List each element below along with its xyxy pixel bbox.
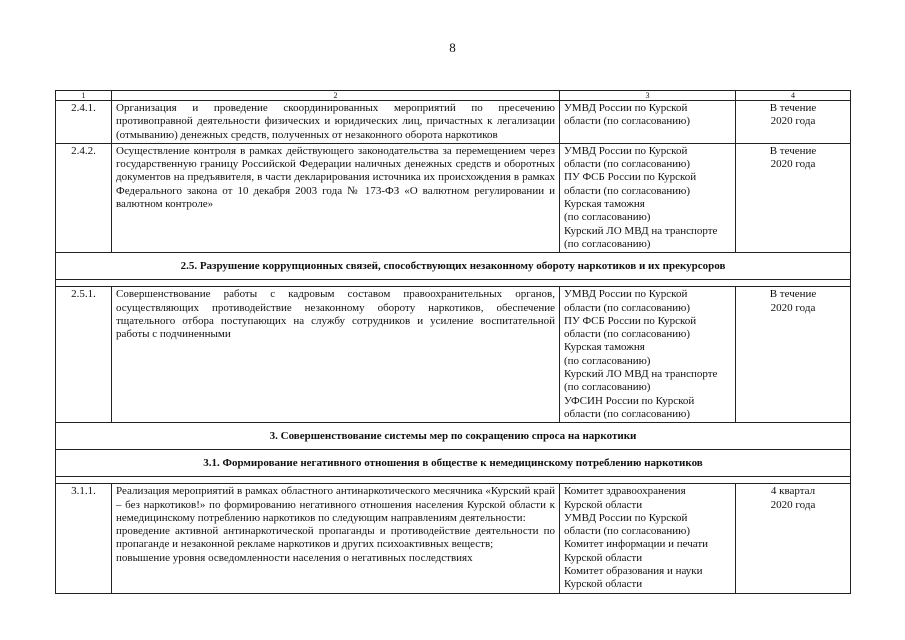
table-row xyxy=(56,287,851,423)
executor-line: УМВД России по Курской xyxy=(564,144,688,157)
executor-line: Курской области xyxy=(564,551,643,564)
term-line: 2020 года xyxy=(770,115,816,128)
executor-line: Курская таможня xyxy=(564,198,645,211)
item-number: 2.4.1. xyxy=(56,101,112,144)
term-line: 2020 года xyxy=(770,498,816,511)
executor-line: Курской области xyxy=(564,498,643,511)
activity-description xyxy=(112,101,560,144)
responsible-executors xyxy=(560,287,736,423)
executor-line: УМВД России по Курской xyxy=(564,102,688,114)
section-title: 3. Совершенствование системы мер по сокращению спроса на наркотики xyxy=(56,423,851,450)
execution-term xyxy=(736,101,851,144)
executor-line: Комитет информации и печати xyxy=(564,538,709,551)
column-number-row xyxy=(56,91,851,101)
activity-subitem: повышение уровня осведомленности населения о негативных последствиях xyxy=(116,551,473,564)
executor-line: ПУ ФСБ России по Курской xyxy=(564,171,697,184)
executor-line: Комитет образования и науки xyxy=(564,565,703,578)
item-number: 2.5.1. xyxy=(56,287,112,423)
executor-line: ПУ ФСБ России по Курской xyxy=(564,314,697,327)
term-line: В течение xyxy=(769,144,817,157)
activity-text: Осуществление контроля в рамках действующего законодательства за перемещением через государственную границу Российской Федерации наличных денежных средств и оборотных документов на предъявителя, в части декларирования источника их происхождения в рамках Федерального закона от 10 декабря 2003 года № 173-ФЗ «О валютном регулировании и валютном контроле» xyxy=(116,144,555,211)
executor-line: (по согласованию) xyxy=(564,354,651,367)
activity-text: Совершенствование работы с кадровым составом правоохранительных органов, осуществляющих противодействие незаконному обороту наркотиков, обеспечение тщательного отбора поступающих на службу сотрудников и усиление воспитательной работы с подчиненными xyxy=(116,288,555,341)
term-line: В течение xyxy=(769,288,817,301)
table-row xyxy=(56,143,851,252)
responsible-executors xyxy=(560,101,736,144)
spacer-row xyxy=(56,280,851,287)
executor-line: Курский ЛО МВД на транспорте xyxy=(564,368,718,381)
executor-line: (по согласованию) xyxy=(564,211,651,224)
execution-term xyxy=(736,484,851,593)
section-header-row xyxy=(56,450,851,477)
activity-description xyxy=(112,484,560,593)
executor-line: области (по согласованию) xyxy=(564,184,690,197)
responsible-executors xyxy=(560,484,736,593)
executor-line: Комитет здравоохранения xyxy=(564,485,686,498)
executor-line: области (по согласованию) xyxy=(564,158,690,171)
table-row xyxy=(56,101,851,144)
activity-description xyxy=(112,143,560,252)
page-number: 8 xyxy=(449,40,456,55)
column-number: 1 xyxy=(56,91,112,101)
table-row xyxy=(56,484,851,593)
section-header-row xyxy=(56,423,851,450)
executor-line: УМВД России по Курской xyxy=(564,288,688,301)
execution-term xyxy=(736,143,851,252)
activity-subitem: проведение активной антинаркотической пропаганды и противодействие деятельности по пропаганде и незаконной рекламе наркотиков и других психоактивных веществ; xyxy=(116,525,555,551)
column-number: 2 xyxy=(112,91,560,101)
executor-line: области (по согласованию) xyxy=(564,407,690,420)
activity-text: Организация и проведение скоординированных мероприятий по пресечению противоправной деятельности физических и юридических лиц, причастных к легализации (отмыванию) денежных средств, полученных от незаконного оборота наркотиков xyxy=(116,102,555,141)
term-line: 2020 года xyxy=(770,301,816,314)
activity-description xyxy=(112,287,560,423)
activity-text: Реализация мероприятий в рамках областного антинаркотического месячника «Курский край – без наркотиков!» по формированию негативного отношения населения Курской области к немедицинскому потреблению наркотиков по следующим направлениям деятельности: xyxy=(116,485,555,524)
term-line: 2020 года xyxy=(770,158,816,171)
term-line: В течение xyxy=(769,102,817,114)
column-number: 3 xyxy=(560,91,736,101)
responsible-executors xyxy=(560,143,736,252)
executor-line: области (по согласованию) xyxy=(564,328,690,341)
executor-line: Курский ЛО МВД на транспорте xyxy=(564,224,718,237)
executor-line: области (по согласованию) xyxy=(564,301,690,314)
executor-line: (по согласованию) xyxy=(564,237,651,250)
spacer-cell xyxy=(56,477,851,484)
executor-line: УМВД России по Курской xyxy=(564,511,688,524)
executor-line: УФСИН России по Курской xyxy=(564,394,695,407)
executor-line: (по согласованию) xyxy=(564,381,651,394)
spacer-cell xyxy=(56,280,851,287)
term-line: 4 квартал xyxy=(770,485,816,498)
column-number: 4 xyxy=(736,91,851,101)
plan-table xyxy=(55,90,851,594)
section-title: 2.5. Разрушение коррупционных связей, способствующих незаконному обороту наркотиков и их прекурсоров xyxy=(56,253,851,280)
section-title: 3.1. Формирование негативного отношения в обществе к немедицинскому потреблению наркотиков xyxy=(56,450,851,477)
spacer-row xyxy=(56,477,851,484)
executor-line: Курской области xyxy=(564,578,643,591)
executor-line: Курская таможня xyxy=(564,341,645,354)
execution-term xyxy=(736,287,851,423)
section-header-row xyxy=(56,253,851,280)
executor-line: области (по согласованию) xyxy=(564,115,690,128)
item-number: 2.4.2. xyxy=(56,143,112,252)
item-number: 3.1.1. xyxy=(56,484,112,593)
executor-line: области (по согласованию) xyxy=(564,525,690,538)
